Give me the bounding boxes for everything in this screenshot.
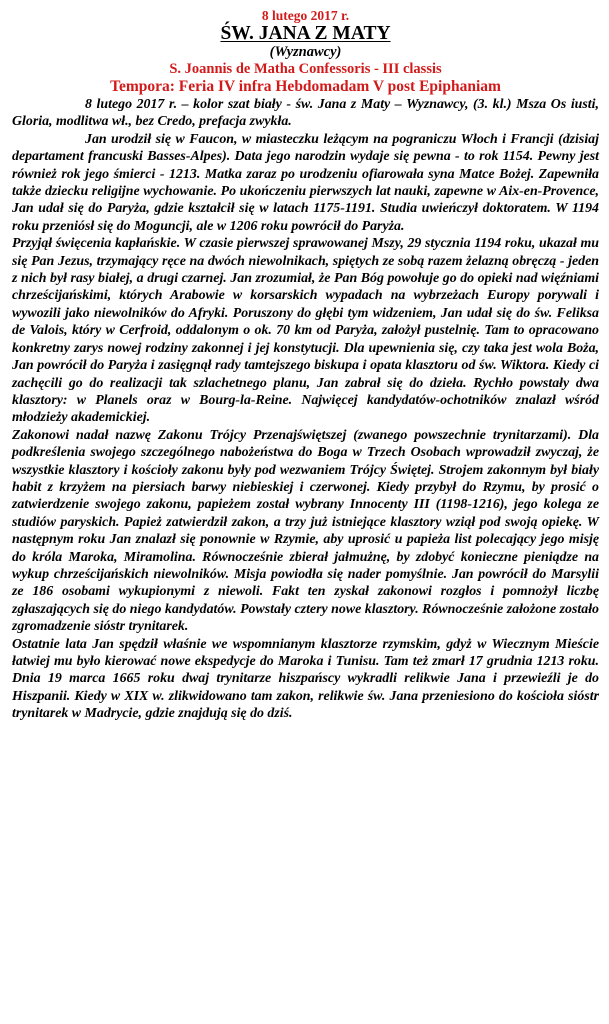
latin-title: S. Joannis de Matha Confessoris - III classis [169,61,442,77]
document-body [12,96,599,723]
feast-date: 8 lutego 2017 r. [261,8,350,23]
page-subtitle: (Wyznawcy) [269,44,342,60]
tempora-line: Tempora: Feria IV infra Hebdomadam V post Epiphaniam [110,78,501,95]
page-title: ŚW. JANA Z MATY [220,23,391,44]
document-header [12,8,599,96]
liturgy-note-paragraph: 8 lutego 2017 r. – kolor szat biały - św. Jana z Maty – Wyznawcy, (3. kl.) Msza Os iusti, Gloria, modlitwa wł., bez Credo, prefacja zwykła. [12,97,599,130]
body-paragraph: Jan urodził się w Faucon, w miasteczku leżącym na pograniczu Włoch i Francji (dzisiaj departament francuski Basses-Alpes). Data jego narodzin wydaje się pewna - to rok 1154. Pewny jest również rok jego śmierci - 1213. Matka zaraz po urodzeniu ofiarowała syna Matce Bożej. Zapewniła także dziecku religijne wychowanie. Po ukończeniu pierwszych lat nauki, zapewne w Aix-en-Provence, Jan udał się do Paryża, gdzie kształcił się w latach 1175-1191. Studia uwieńczył doktoratem. W 1194 roku przeniósł się do Moguncji, ale w 1206 roku powrócił do Paryża. [12,131,599,234]
body-paragraph: Ostatnie lata Jan spędził właśnie we wspomnianym klasztorze rzymskim, gdyż w Wiecznym Mieście łatwiej mu było kierować nowe ekspedycje do Maroka i Tunisu. Tam też zmarł 17 grudnia 1213 roku. Dnia 19 marca 1665 roku dwaj trynitarze hiszpańscy wykradli relikwie Jana i przewieźli je do Hiszpanii. Kiedy w XIX w. zlikwidowano tam zakon, relikwie św. Jana przeniesiono do kościoła sióstr trynitarek w Madrycie, gdzie znajdują się do dziś. [12,636,599,722]
body-paragraph: Przyjął święcenia kapłańskie. W czasie pierwszej sprawowanej Mszy, 29 stycznia 1194 roku, ukazał mu się Pan Jezus, trzymający ręce na dwóch niewolnikach, spiętych ze sobą razem żelazną obręczą - jeden z nich był rasy białej, a drugi czarnej. Jan zrozumiał, że Pan Bóg powołuje go do opieki nad więźniami chrześcijańskimi, których Arabowie w korsarskich wypadach na wybrzeżach Europy porywali i wywozili jako niewolników do Afryki. Poruszony do głębi tym widzeniem, Jan udał się do św. Feliksa de Valois, który w Cerfroid, oddalonym o ok. 70 km od Paryża, założył pustelnię. Tam to opracowano konkretny zarys nowej rodziny zakonnej i jej konstytucji. Dla upewnienia się, czy taka jest wola Boża, Jan powrócił do Paryża i zasięgnął rady tamtejszego biskupa i opata klasztoru od św. Wiktora. Kiedy ci zachęcili go do realizacji tak szlachetnego planu, Jan zabrał się do dzieła. Rychło powstały dwa klasztory: w Planels oraz w Bourg-la-Reine. Najwięcej kandydatów-ochotników znalazł wśród młodzieży akademickiej. [12,236,599,426]
body-paragraph: Zakonowi nadał nazwę Zakonu Trójcy Przenajświętszej (zwanego powszechnie trynitarzami). Dla podkreślenia swojego szczególnego nabożeństwa do Boga w Trzech Osobach wprowadził zwyczaj, że wszystkie klasztory i kościoły zakonu były pod wezwaniem Trójcy Świętej. Strojem zakonnym był biały habit z krzyżem na piersiach barwy niebieskiej i czerwonej. Kiedy przybył do Rzymu, by prosić o zatwierdzenie swojego zakonu, papieżem został wybrany Innocenty III (1198-1216), jego kolega ze studiów paryskich. Papież zatwierdził zakon, a trzy już istniejące klasztory wziął pod swoją opiekę. W następnym roku Jan znalazł się ponownie w Rzymie, aby uprosić u papieża list polecający jego misję do króla Maroka, Miramolina. Równocześnie zbierał jałmużnę, by zdobyć konieczne pieniądze na wykup chrześcijańskich niewolników. Misja powiodła się nader pomyślnie. Jan powrócił do Marsylii ze 186 osobami wykupionymi z niewoli. Fakt ten zyskał zakonowi rozgłos i pomnożył liczbę zgłaszających się do niego kandydatów. Powstały cztery nowe klasztory. Równocześnie założone zostało zgromadzenie sióstr trynitarek. [12,427,599,635]
